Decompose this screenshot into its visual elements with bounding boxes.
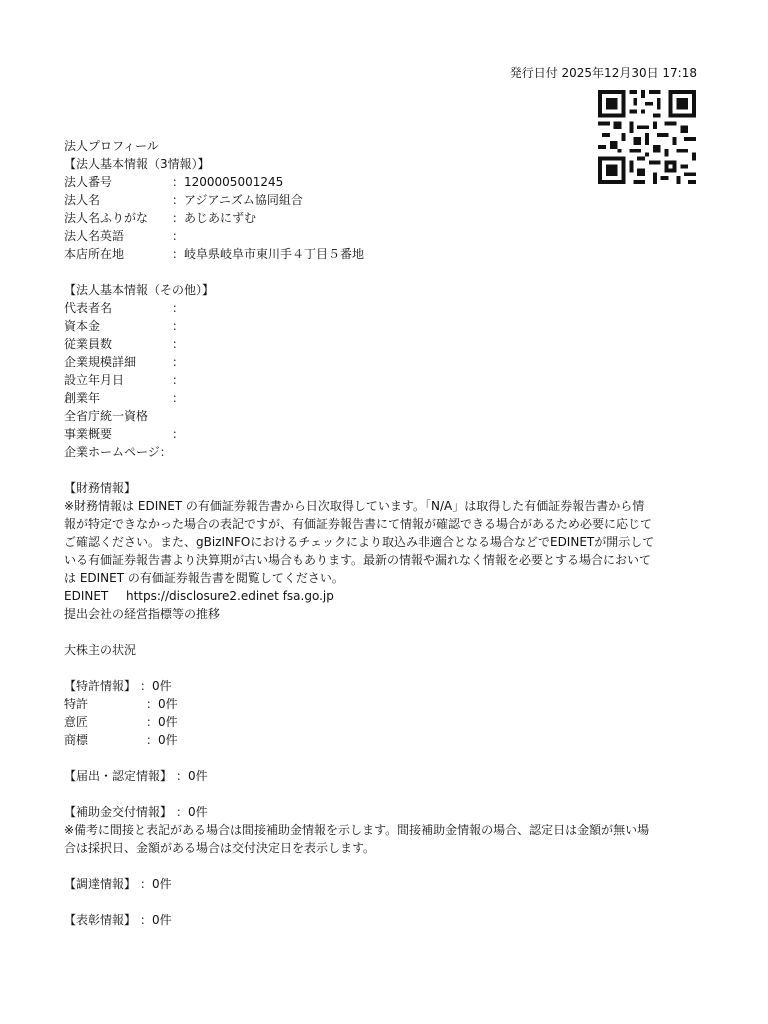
row-value: ： <box>172 427 185 441</box>
indicators-title: 提出会社の経営指標等の推移 <box>64 607 221 621</box>
row-label: 事業概要 <box>64 427 113 441</box>
patent-heading <box>64 677 704 695</box>
notification-value: ：0件 <box>176 769 208 783</box>
edinet-label: EDINET <box>64 589 109 603</box>
finance-heading: 【財務情報】 <box>64 481 137 495</box>
patent-heading-label: 【特許情報】 <box>64 679 137 693</box>
issue-date: 発行日付 2025年12月30日 17:18 <box>509 66 697 80</box>
row-value: ：1200005001245 <box>172 175 284 189</box>
row-value: ： <box>159 445 172 459</box>
profile-document <box>64 137 704 929</box>
row-value: ：0件 <box>146 697 178 711</box>
row-label: 特許 <box>64 697 89 711</box>
row-label: 代表者名 <box>64 301 113 315</box>
row-value: ：0件 <box>146 733 178 747</box>
other-row <box>64 353 704 371</box>
row-value: ：あじあにずむ <box>172 211 257 225</box>
row-value: ： <box>172 319 185 333</box>
row-value: ： <box>172 337 185 351</box>
row-label: 全省庁統一資格 <box>64 409 149 423</box>
patent-row <box>64 731 704 749</box>
patent-heading-value: ：0件 <box>140 679 172 693</box>
procurement-value: ：0件 <box>140 877 172 891</box>
row-label: 本店所在地 <box>64 247 125 261</box>
row-label: 企業規模詳細 <box>64 355 137 369</box>
other-row <box>64 389 704 407</box>
commendation-label: 【表彰情報】 <box>64 913 137 927</box>
row-value: ： <box>172 229 185 243</box>
edinet-row <box>64 587 704 605</box>
subsidy-label: 【補助金交付情報】 <box>64 805 173 819</box>
commendation-heading <box>64 911 704 929</box>
other-row <box>64 317 704 335</box>
commendation-value: ：0件 <box>140 913 172 927</box>
basic-row <box>64 173 704 191</box>
procurement-label: 【調達情報】 <box>64 877 137 891</box>
patent-row <box>64 695 704 713</box>
subsidy-value: ：0件 <box>176 805 208 819</box>
basic-row <box>64 209 704 227</box>
row-value: ： <box>172 391 185 405</box>
other-row <box>64 425 704 443</box>
procurement-heading <box>64 875 704 893</box>
other-row <box>64 299 704 317</box>
row-label: 法人名 <box>64 193 101 207</box>
row-label: 意匠 <box>64 715 89 729</box>
row-value: ：岐阜県岐阜市東川手４丁目５番地 <box>172 247 365 261</box>
finance-note-line: いる有価証券報告書より決算期が古い場合もあります。最新の情報や漏れなく情報を必要とする場合において <box>64 553 652 567</box>
patent-row <box>64 713 704 731</box>
row-label: 法人名英語 <box>64 229 125 243</box>
finance-note-line: ※財務情報は EDINET の有価証券報告書から日次取得しています。「N/A」は取得した有価証券報告書から情 <box>64 499 645 513</box>
notification-heading <box>64 767 704 785</box>
basic-row <box>64 245 704 263</box>
edinet-link[interactable]: https://disclosure2.edinet fsa.go.jp <box>126 589 334 603</box>
row-label: 法人番号 <box>64 175 113 189</box>
row-label: 資本金 <box>64 319 101 333</box>
other-info-heading: 【法人基本情報（その他）】 <box>64 283 215 297</box>
finance-note-line: は EDINET の有価証券報告書を閲覧してください。 <box>64 571 344 585</box>
basic-row <box>64 191 704 209</box>
shareholders-title: 大株主の状況 <box>64 643 137 657</box>
row-label: 法人名ふりがな <box>64 211 149 225</box>
subsidy-note-line: ※備考に間接と表記がある場合は間接補助金情報を示します。間接補助金情報の場合、認定日は金額が無い場 <box>64 823 650 837</box>
row-value: ： <box>172 373 185 387</box>
basic-row <box>64 227 704 245</box>
finance-note-line: ご確認ください。また、gBizINFOにおけるチェックにより取込み非適合となる場合などでEDINETが開示して <box>64 535 655 549</box>
subsidy-heading <box>64 803 704 821</box>
profile-title: 法人プロフィール <box>64 139 159 153</box>
row-label: 従業員数 <box>64 337 113 351</box>
other-row <box>64 371 704 389</box>
row-label: 設立年月日 <box>64 373 125 387</box>
other-row <box>64 407 704 425</box>
row-label: 創業年 <box>64 391 101 405</box>
row-value: ： <box>172 301 185 315</box>
row-value: ：アジアニズム協同組合 <box>172 193 303 207</box>
row-value: ：0件 <box>146 715 178 729</box>
notification-label: 【届出・認定情報】 <box>64 769 173 783</box>
row-label: 企業ホームページ <box>64 445 160 459</box>
basic-info-heading: 【法人基本情報（3情報）】 <box>64 157 210 171</box>
other-row <box>64 335 704 353</box>
subsidy-note-line: 合は採択日、金額がある場合は交付決定日を表示します。 <box>64 841 376 855</box>
row-label: 商標 <box>64 733 89 747</box>
other-row <box>64 443 704 461</box>
row-value: ： <box>172 355 185 369</box>
finance-note-line: 報が特定できなかった場合の表記ですが、有価証券報告書にて情報が確認できる場合があるため必要に応じて <box>64 517 653 531</box>
